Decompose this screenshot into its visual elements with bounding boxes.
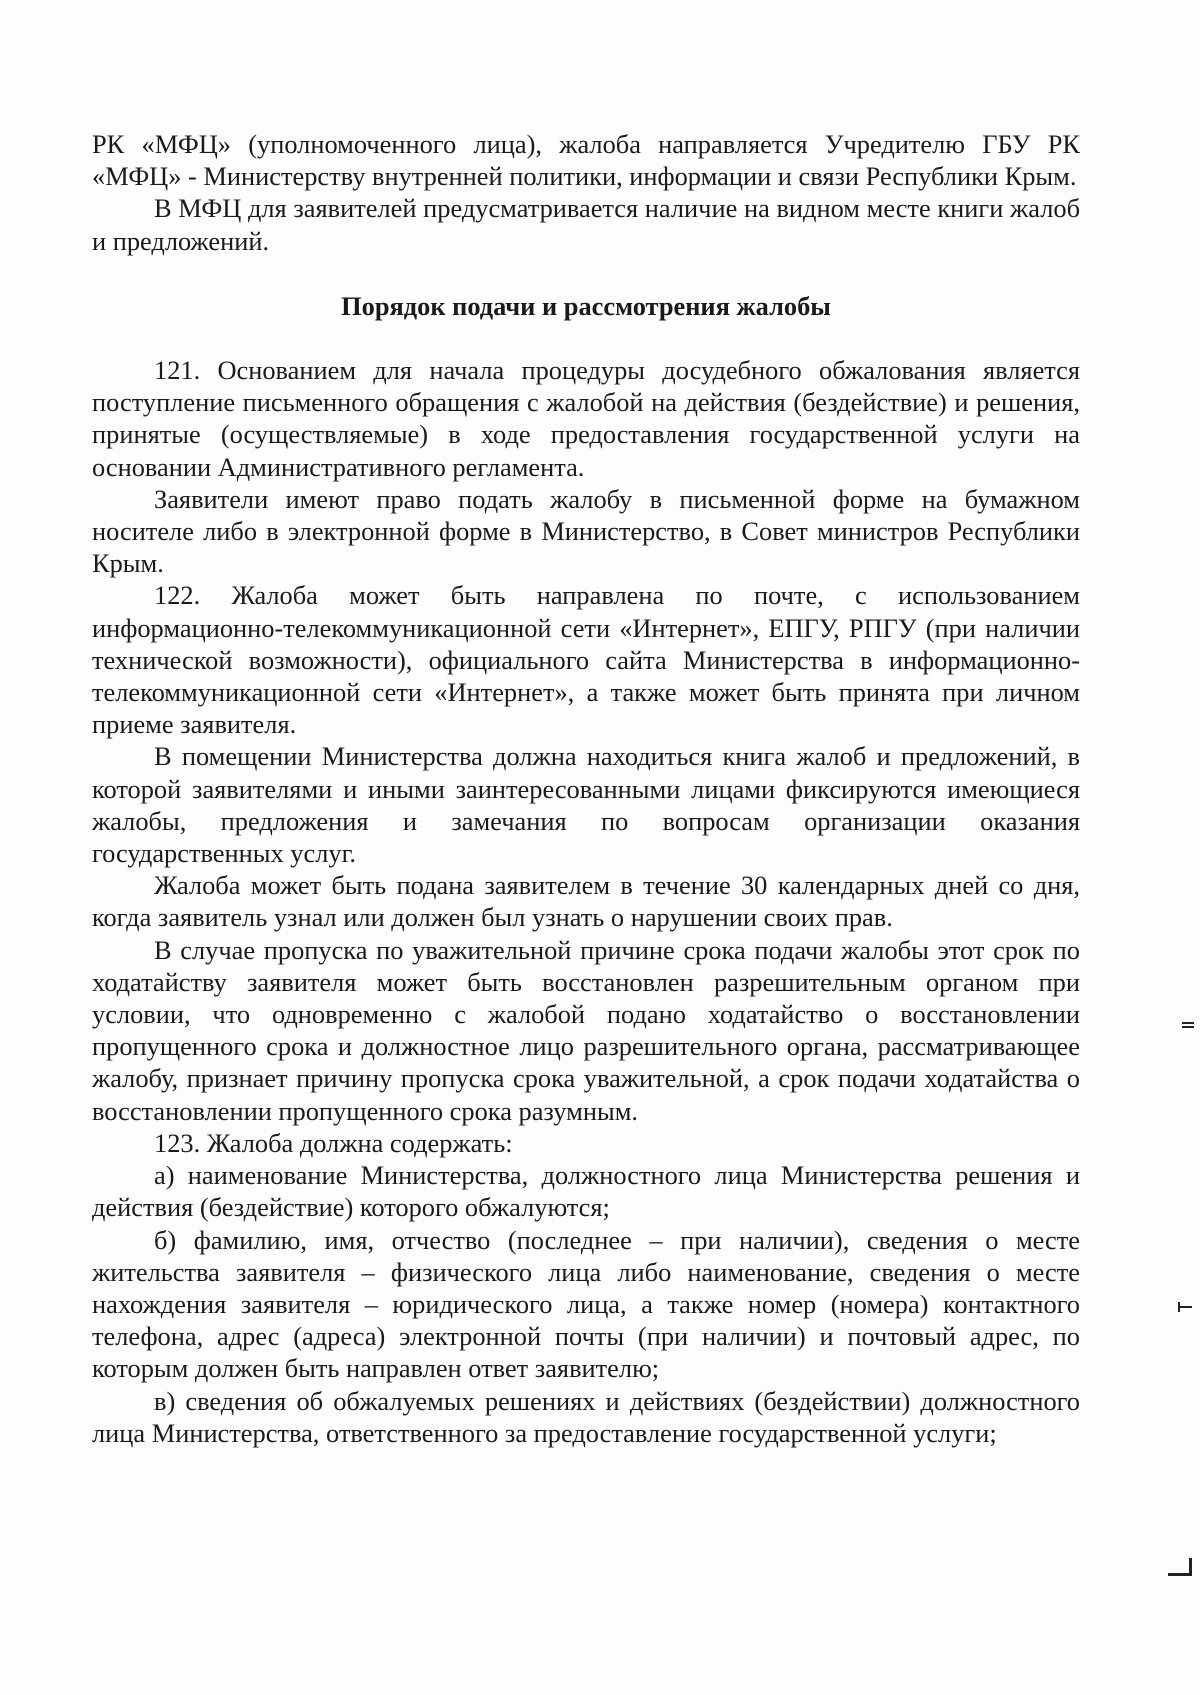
paragraph-122: 122. Жалоба может быть направлена по почте, с использованием информационно-телекоммуникационной сети «Интернет», ЕПГУ, РПГУ (при наличии технической возможности), официального сайта Министерства в информационно-телекоммуникационной сети «Интернет», а также может быть принята при личном приеме заявителя. [92,580,1080,740]
paragraph-continuation: РК «МФЦ» (уполномоченного лица), жалоба направляется Учредителю ГБУ РК «МФЦ» - Министерству внутренней политики, информации и связи Республики Крым. [92,129,1080,192]
paragraph-complaint-book: В помещении Министерства должна находиться книга жалоб и предложений, в которой заявителями и иными заинтересованными лицами фиксируются имеющиеся жалобы, предложения и замечания по вопросам организации оказания государственных услуг. [92,741,1080,869]
list-item-b: б) фамилию, имя, отчество (последнее – при наличии), сведения о месте жительства заявителя – физического лица либо наименование, сведения о месте нахождения заявителя – юридического лица, а также номер (номера) контактного телефона, адрес (адреса) электронной почты (при наличии) и почтовый адрес, по которым должен быть направлен ответ заявителю; [92,1224,1080,1384]
scan-mark-3b [1189,1558,1192,1576]
paragraph-30-days: Жалоба может быть подана заявителем в течение 30 календарных дней со дня, когда заявитель узнал или должен был узнать о нарушении своих прав. [92,870,1080,933]
scan-mark-2b [1178,1302,1180,1312]
section-heading: Порядок подачи и рассмотрения жалобы [341,290,831,321]
list-item-v: в) сведения об обжалуемых решениях и действиях (бездействии) должностного лица Министерства, ответственного за предоставление государственной услуги; [92,1385,1080,1448]
paragraph-applicants-right: Заявители имеют право подать жалобу в письменной форме на бумажном носителе либо в электронной форме в Министерство, в Совет министров Республики Крым. [92,483,1080,579]
scan-mark-2 [1178,1306,1192,1308]
paragraph-123: 123. Жалоба должна содержать: [154,1127,513,1158]
paragraph-missed-deadline: В случае пропуска по уважительной причине срока подачи жалобы этот срок по ходатайству заявителя может быть восстановлен разрешительным органом при условии, что одновременно с жалобой подано ходатайство о восстановлении пропущенного срока и должностное лицо разрешительного органа, рассматривающее жалобу, признает причину пропуска срока уважительной, а срок подачи ходатайства о восстановлении пропущенного срока разумным. [92,934,1080,1126]
scan-mark-1 [1182,1022,1194,1024]
paragraph-121: 121. Основанием для начала процедуры досудебного обжалования является поступление письменного обращения с жалобой на действия (бездействие) и решения, принятые (осуществляемые) в ходе предоставления государственной услуги на основании Административного регламента. [92,355,1080,482]
list-item-a: а) наименование Министерства, должностного лица Министерства решения и действия (бездействие) которого обжалуются; [92,1160,1080,1223]
paragraph-mfc-book: В МФЦ для заявителей предусматривается наличие на видном месте книги жалоб и предложений. [92,193,1080,256]
document-body [92,128,1080,1449]
scan-mark-1b [1182,1026,1194,1028]
